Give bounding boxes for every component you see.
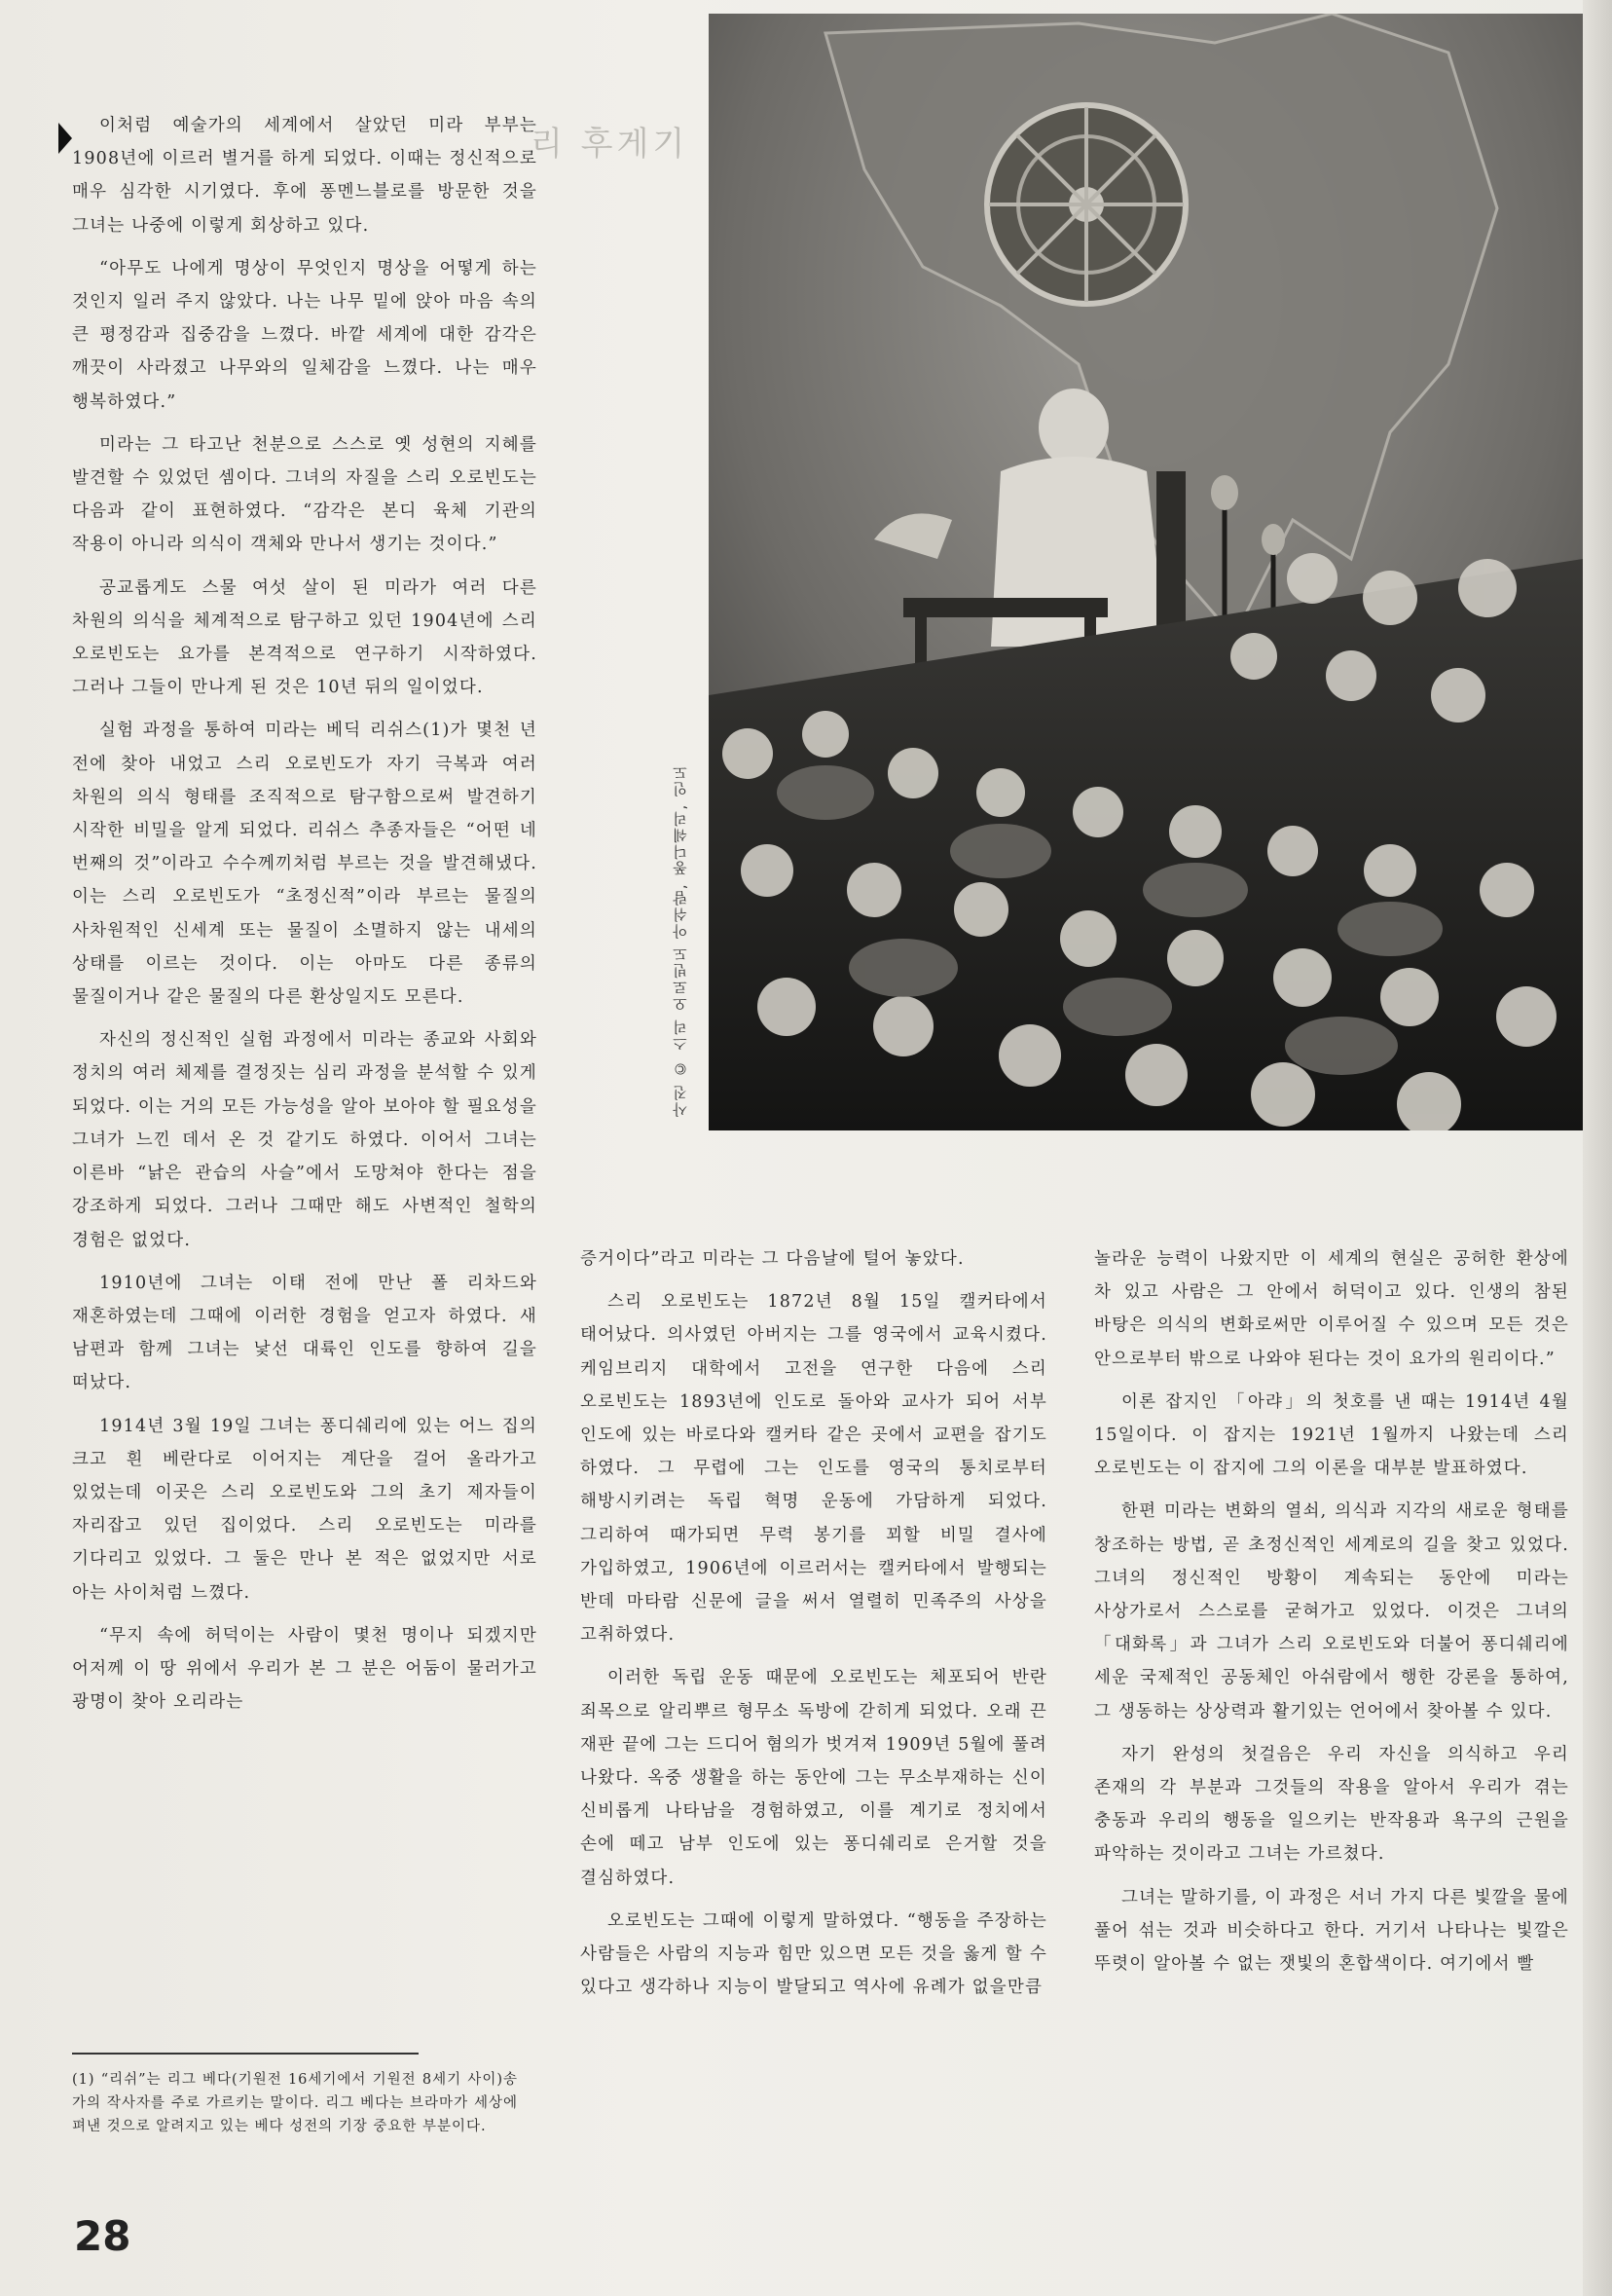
page-number: 28 xyxy=(74,2212,131,2260)
article-start-arrow-icon xyxy=(58,123,72,154)
photo-credit: 사진 © 스리 오로빈도 아쉬람, 퐁디쉐리, 인도 xyxy=(672,763,689,1118)
faded-show-through-header: 리 후게기 xyxy=(531,125,689,164)
paragraph: 이론 잡지인 「아랴」의 첫호를 낸 때는 1914년 4월 15일이다. 이 잡지는 1921년 1월까지 나왔는데 스리 오로빈도는 이 잡지에 그의 이론을 대부분 발표하였다. xyxy=(1094,1391,1569,1479)
text-column-right xyxy=(1094,1242,1569,1990)
paragraph: 그녀는 말하기를, 이 과정은 서너 가지 다른 빛깔을 물에 풀어 섞는 것과 비슷하다고 한다. 거기서 나타나는 빛깔은 뚜렷이 알아볼 수 없는 잿빛의 혼합색이다. 여기에서 빨 xyxy=(1094,1887,1569,1975)
paragraph: 미라는 그 타고난 천분으로 스스로 옛 성현의 지혜를 발견할 수 있었던 셈이다. 그녀의 자질을 스리 오로빈도는 다음과 같이 표현하였다. “감각은 본디 육체 기관의 작용이 아니라 의식이 객체와 만나서 생기는 것이다.” xyxy=(72,434,537,555)
paragraph: 이처럼 예술가의 세계에서 살았던 미라 부부는 1908년에 이르러 별거를 하게 되었다. 이때는 정신적으로 매우 심각한 시기였다. 후에 퐁멘느블로를 방문한 것을 그녀는 나중에 이렇게 회상하고 있다. xyxy=(72,116,537,236)
paragraph: “아무도 나에게 명상이 무엇인지 명상을 어떻게 하는 것인지 일러 주지 않았다. 나는 나무 밑에 앉아 마음 속의 큰 평정감과 집중감을 느꼈다. 바깥 세계에 대한 감각은 깨끗이 사라졌고 나무와의 일체감을 느꼈다. 나는 매우 행복하였다.” xyxy=(72,258,537,412)
text-column-left xyxy=(72,109,537,1728)
paragraph: “무지 속에 허덕이는 사람이 몇천 명이나 되겠지만 어저께 이 땅 위에서 우리가 본 그 분은 어둠이 물러가고 광명이 찾아 오리라는 xyxy=(72,1625,537,1713)
paragraph: 공교롭게도 스물 여섯 살이 된 미라가 여러 다른 차원의 의식을 체계적으로 탐구하고 있던 1904년에 스리 오로빈도는 요가를 본격적으로 연구하기 시작하였다. 그러나 그들이 만나게 된 것은 10년 뒤의 일이었다. xyxy=(72,577,537,698)
footnote-divider xyxy=(72,2053,419,2055)
footnote: (1) “리쉬”는 리그 베다(기원전 16세기에서 기원전 8세기 사이)송가의 작사자를 주로 가르키는 말이다. 리그 베다는 브라마가 세상에 펴낸 것으로 알려지고 있는 베다 성전의 기장 중요한 부분이다. xyxy=(72,2072,518,2134)
paragraph: 스리 오로빈도는 1872년 8월 15일 캘커타에서 태어났다. 의사였던 아버지는 그를 영국에서 교육시켰다. 케임브리지 대학에서 고전을 연구한 다음에 스리 오로빈도는 1893년에 인도로 돌아와 교사가 되어 서부 인도에 있는 바로다와 캘커타 같은 곳에서 교편을 잡기도 하였다. 그 무렵에 그는 인도를 영국의 통치로부터 해방시키려는 독립 혁명 운동에 가담하게 되었다. 그리하여 때가되면 무력 봉기를 꾀할 비밀 결사에 가입하였고, 1906년에 이르러서는 캘커타에서 발행되는 반데 마타람 신문에 글을 써서 열렬히 민족주의 사상을 고취하였다. xyxy=(580,1292,1047,1646)
paragraph: 오로빈도는 그때에 이렇게 말하였다. “행동을 주장하는 사람들은 사람의 지능과 힘만 있으면 모든 것을 옳게 할 수 있다고 생각하나 지능이 발달되고 역사에 유례가 없을만큼 xyxy=(580,1910,1047,1998)
paragraph: 1914년 3월 19일 그녀는 퐁디쉐리에 있는 어느 집의 크고 흰 베란다로 이어지는 계단을 걸어 올라가고 있었는데 이곳은 스리 오로빈도와 그의 초기 제자들이 자리잡고 있던 집이었다. 스리 오로빈도는 미라를 기다리고 있었다. 그 둘은 만나 본 적은 없었지만 서로 아는 사이처럼 느꼈다. xyxy=(72,1416,537,1603)
page-binding-edge xyxy=(1583,0,1612,2296)
paragraph: 실험 과정을 통하여 미라는 베딕 리쉬스(1)가 몇천 년 전에 찾아 내었고 스리 오로빈도가 자기 극복과 여러 차원의 의식 형태를 조직적으로 탐구함으로써 발견하기 시작한 비밀을 알게 되었다. 리쉬스 추종자들은 “어떤 네 번째의 것”이라고 수수께끼처럼 부르는 것을 발견해냈다. 이는 스리 오로빈도가 “초정신적”이라 부르는 물질의 사차원적인 신세계 또는 물질이 소멸하지 않는 내세의 상태를 이르는 것이다. 이는 아마도 다른 종류의 물질이거나 같은 물질의 다른 환상일지도 모른다. xyxy=(72,721,537,1008)
paragraph: 이러한 독립 운동 때문에 오로빈도는 체포되어 반란 죄목으로 알리뿌르 형무소 독방에 갇히게 되었다. 오래 끈 재판 끝에 그는 드디어 혐의가 벗겨져 1909년 5월에 풀려 나왔다. 옥중 생활을 하는 동안에 그는 무소부재하는 신이 신비롭게 나타남을 경험하였고, 이를 계기로 정치에서 손에 떼고 남부 인도에 있는 퐁디쉐리로 은거할 것을 결심하였다. xyxy=(580,1668,1047,1888)
paragraph: 자신의 정신적인 실험 과정에서 미라는 종교와 사회와 정치의 여러 체제를 결정짓는 심리 과정을 분석할 수 있게 되었다. 이는 거의 모든 가능성을 알아 보아야 할 필요성을 그녀가 느낀 데서 온 것 같기도 하였다. 이어서 그녀는 이른바 “낡은 관습의 사슬”에서 도망쳐야 한다는 점을 강조하게 되었다. 그러나 그때만 해도 사변적인 철학의 경험은 없었다. xyxy=(72,1030,537,1250)
paragraph: 자기 완성의 첫걸음은 우리 자신을 의식하고 우리 존재의 각 부분과 그것들의 작용을 알아서 우리가 겪는 충동과 우리의 행동을 일으키는 반작용과 욕구의 근원을 파악하는 것이라고 그녀는 가르쳤다. xyxy=(1094,1744,1569,1865)
paragraph: 놀라운 능력이 나왔지만 이 세계의 현실은 공허한 환상에 차 있고 사람은 그 안에서 허덕이고 있다. 인생의 참된 바탕은 의식의 변화로써만 이루어질 수 있으며 모든 것은 안으로부터 밖으로 나와야 된다는 것이 요가의 원리이다.” xyxy=(1094,1249,1569,1369)
paragraph: 1910년에 그녀는 이태 전에 만난 폴 리차드와 재혼하였는데 그때에 이러한 경험을 얻고자 하였다. 새 남편과 함께 그녀는 낯선 대륙인 인도를 향하여 길을 떠났다. xyxy=(72,1273,537,1393)
photo-illustration xyxy=(709,14,1583,1130)
paragraph: 증거이다”라고 미라는 그 다음날에 털어 놓았다. xyxy=(580,1249,965,1269)
paragraph: 한편 미라는 변화의 열쇠, 의식과 지각의 새로운 형태를 창조하는 방법, 곧 초정신적인 세계로의 길을 찾고 있었다. 그녀의 정신적인 방황이 계속되는 동안에 미라는 사상가로서 스스로를 굳혀가고 있었다. 이것은 그녀의 「대화록」과 그녀가 스리 오로빈도와 더불어 퐁디쉐리에 세운 국제적인 공동체인 아쉬람에서 행한 강론을 통하여, 그 생동하는 상상력과 활기있는 언어에서 찾아볼 수 있다. xyxy=(1094,1501,1569,1722)
photograph-gathering xyxy=(709,14,1583,1130)
text-column-middle xyxy=(580,1242,1047,2014)
